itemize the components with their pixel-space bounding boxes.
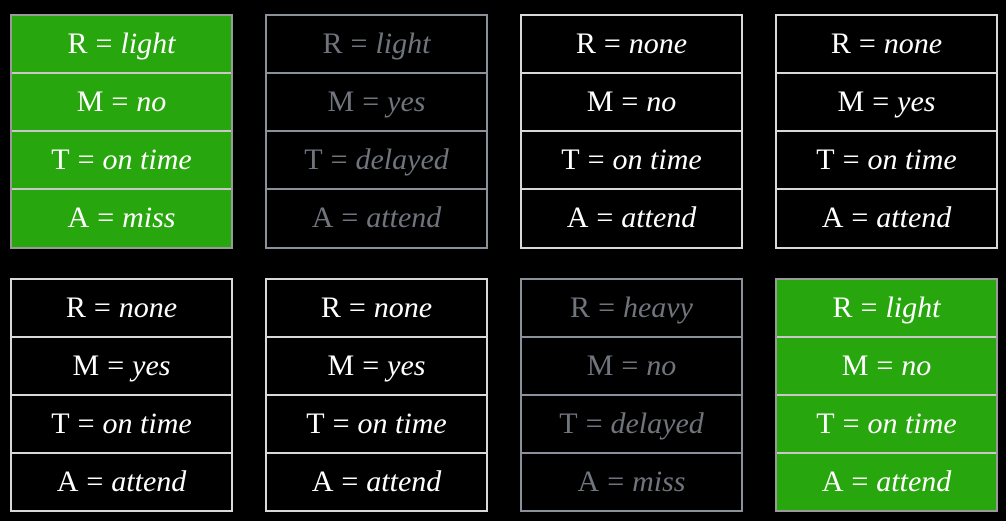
assignment-row-attend xyxy=(12,188,231,246)
equals-sign: = xyxy=(350,27,368,61)
assignment-row-train xyxy=(267,394,486,452)
variable-value: attend xyxy=(366,464,442,498)
assignment-row-rain xyxy=(777,280,996,336)
equals-sign: = xyxy=(341,201,359,235)
variable-value: heavy xyxy=(622,290,693,324)
equals-sign: = xyxy=(598,290,615,324)
assignment-row-attend xyxy=(777,452,996,510)
equals-sign: = xyxy=(341,464,359,498)
equals-sign: = xyxy=(587,143,605,177)
variable-value: on time xyxy=(357,406,447,440)
variable-letter: T xyxy=(51,143,70,177)
assignment-row-meeting xyxy=(522,336,741,394)
sample-card-8 xyxy=(775,278,998,513)
assignment-row-attend xyxy=(522,452,741,510)
variable-value: attend xyxy=(366,201,442,235)
assignment-row-meeting xyxy=(12,336,231,394)
equals-sign: = xyxy=(842,406,860,440)
equals-sign: = xyxy=(858,27,876,61)
assignment-row-attend xyxy=(522,188,741,246)
variable-letter: T xyxy=(559,406,578,440)
variable-value: no xyxy=(136,85,167,119)
assignment-row-meeting xyxy=(522,72,741,130)
variable-letter: T xyxy=(51,406,70,440)
variable-value: yes xyxy=(387,348,426,382)
assignment-row-rain xyxy=(12,16,231,72)
variable-letter: R xyxy=(65,290,86,324)
equals-sign: = xyxy=(95,27,113,61)
variable-letter: T xyxy=(304,143,323,177)
sample-card-1 xyxy=(10,14,233,249)
equals-sign: = xyxy=(362,348,380,382)
variable-value: attend xyxy=(621,201,697,235)
sample-card-6 xyxy=(265,278,488,513)
assignment-row-rain xyxy=(267,280,486,336)
equals-sign: = xyxy=(348,290,366,324)
variable-value: none xyxy=(883,27,943,61)
assignment-row-train xyxy=(777,394,996,452)
variable-letter: R xyxy=(832,290,853,324)
assignment-row-train xyxy=(522,130,741,188)
variable-letter: R xyxy=(830,27,851,61)
variable-letter: R xyxy=(322,27,343,61)
variable-letter: A xyxy=(821,201,844,235)
assignment-row-train xyxy=(267,130,486,188)
variable-value: light xyxy=(375,27,431,61)
assignment-row-meeting xyxy=(777,336,996,394)
equals-sign: = xyxy=(872,85,890,119)
variable-letter: M xyxy=(837,85,865,119)
variable-value: delayed xyxy=(355,143,449,177)
variable-letter: M xyxy=(586,85,614,119)
assignment-row-meeting xyxy=(12,72,231,130)
variable-value: none xyxy=(628,27,688,61)
variable-letter: M xyxy=(327,348,355,382)
sample-card-2 xyxy=(265,14,488,249)
variable-letter: R xyxy=(570,290,591,324)
equals-sign: = xyxy=(111,85,129,119)
equals-sign: = xyxy=(93,290,111,324)
variable-value: no xyxy=(646,85,677,119)
equals-sign: = xyxy=(107,348,125,382)
variable-letter: M xyxy=(327,85,355,119)
variable-value: attend xyxy=(876,464,952,498)
variable-value: on time xyxy=(102,406,192,440)
variable-letter: T xyxy=(561,143,580,177)
assignment-row-rain xyxy=(777,16,996,72)
equals-sign: = xyxy=(97,201,115,235)
equals-sign: = xyxy=(86,464,104,498)
variable-value: on time xyxy=(867,143,957,177)
variable-letter: T xyxy=(816,406,835,440)
variable-letter: A xyxy=(566,201,589,235)
variable-value: none xyxy=(373,290,433,324)
assignment-row-meeting xyxy=(777,72,996,130)
variable-value: on time xyxy=(867,406,957,440)
equals-sign: = xyxy=(330,143,348,177)
equals-sign: = xyxy=(607,464,625,498)
variable-value: attend xyxy=(111,464,187,498)
assignment-row-rain xyxy=(522,16,741,72)
variable-value: miss xyxy=(122,201,176,235)
variable-letter: A xyxy=(67,201,90,235)
variable-letter: A xyxy=(577,464,600,498)
variable-letter: R xyxy=(320,290,341,324)
variable-letter: T xyxy=(306,406,325,440)
equals-sign: = xyxy=(842,143,860,177)
sample-card-grid xyxy=(10,14,998,512)
equals-sign: = xyxy=(621,348,639,382)
variable-value: on time xyxy=(612,143,702,177)
equals-sign: = xyxy=(603,27,621,61)
variable-letter: A xyxy=(821,464,844,498)
variable-letter: M xyxy=(76,85,104,119)
assignment-row-rain xyxy=(522,280,741,336)
variable-letter: T xyxy=(816,143,835,177)
assignment-row-train xyxy=(522,394,741,452)
assignment-row-train xyxy=(777,130,996,188)
variable-value: delayed xyxy=(610,406,704,440)
equals-sign: = xyxy=(851,201,869,235)
assignment-row-train xyxy=(12,130,231,188)
assignment-row-attend xyxy=(12,452,231,510)
variable-letter: A xyxy=(311,201,334,235)
variable-value: light xyxy=(885,290,941,324)
equals-sign: = xyxy=(585,406,603,440)
equals-sign: = xyxy=(860,290,878,324)
sample-card-3 xyxy=(520,14,743,249)
variable-letter: R xyxy=(575,27,596,61)
variable-value: none xyxy=(118,290,178,324)
variable-value: miss xyxy=(632,464,686,498)
equals-sign: = xyxy=(362,85,380,119)
equals-sign: = xyxy=(876,348,894,382)
variable-value: no xyxy=(901,348,932,382)
variable-letter: M xyxy=(72,348,100,382)
assignment-row-meeting xyxy=(267,72,486,130)
assignment-row-attend xyxy=(777,188,996,246)
equals-sign: = xyxy=(621,85,639,119)
equals-sign: = xyxy=(77,143,95,177)
equals-sign: = xyxy=(851,464,869,498)
variable-letter: A xyxy=(56,464,79,498)
assignment-row-train xyxy=(12,394,231,452)
assignment-row-attend xyxy=(267,452,486,510)
sample-card-4 xyxy=(775,14,998,249)
equals-sign: = xyxy=(77,406,95,440)
sample-card-5 xyxy=(10,278,233,513)
assignment-row-rain xyxy=(267,16,486,72)
variable-value: yes xyxy=(132,348,171,382)
variable-value: light xyxy=(120,27,176,61)
variable-letter: M xyxy=(586,348,614,382)
assignment-row-rain xyxy=(12,280,231,336)
assignment-row-attend xyxy=(267,188,486,246)
variable-letter: M xyxy=(841,348,869,382)
variable-value: on time xyxy=(102,143,192,177)
variable-letter: R xyxy=(67,27,88,61)
variable-value: attend xyxy=(876,201,952,235)
variable-value: yes xyxy=(387,85,426,119)
variable-value: yes xyxy=(897,85,936,119)
equals-sign: = xyxy=(596,201,614,235)
sample-card-7 xyxy=(520,278,743,513)
variable-value: no xyxy=(646,348,677,382)
equals-sign: = xyxy=(332,406,350,440)
assignment-row-meeting xyxy=(267,336,486,394)
variable-letter: A xyxy=(311,464,334,498)
